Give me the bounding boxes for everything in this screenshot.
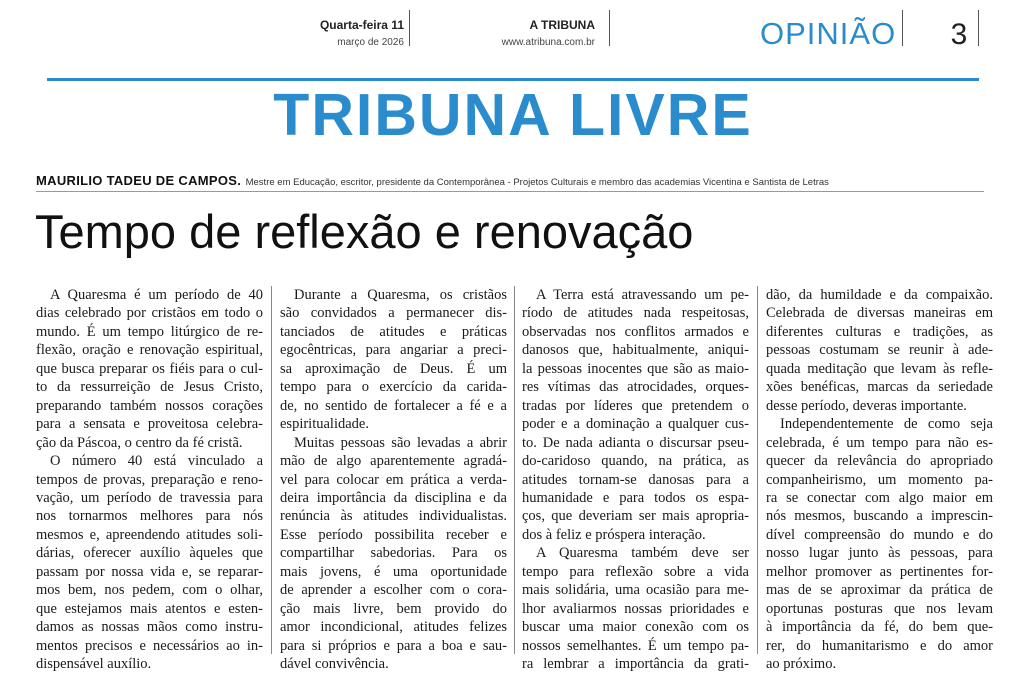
article-line: dão, da humildade e da compaixão. <box>766 287 993 303</box>
article-line: dível compreensão do mundo e do <box>766 526 993 543</box>
newspaper-url: www.atribuna.com.br <box>501 37 595 48</box>
article-line: dispensável auxílio. <box>36 656 152 673</box>
author-bio: Mestre em Educação, escritor, presidente da Contemporânea - Projetos Culturais e membro das academias Vicentina e Santista de Letras <box>245 177 829 188</box>
article-column-4 <box>766 286 993 674</box>
article-line: vel para colocar em prática a verda- <box>280 471 507 488</box>
article-line: damos as nossas mãos como instru- <box>36 619 263 636</box>
article-line: espiritualidade. <box>280 416 369 433</box>
article-line: mas de se aproximar da prática de <box>766 582 993 599</box>
article-line: mão de algo aparentemente agradá- <box>280 453 507 470</box>
article-line: mesmos e, apreendendo atitudes soli- <box>36 526 263 543</box>
article-column-2 <box>280 286 507 674</box>
article-line: são convidados a permanecer dis- <box>280 305 507 322</box>
article-line: do-caridoso quando, na prática, as <box>522 453 749 470</box>
article-line: to da ressurreição de Jesus Cristo, <box>36 379 263 396</box>
article-line: ao próximo. <box>766 656 837 673</box>
article-line: atitudes tornam-se danosas para a <box>522 471 749 488</box>
byline-rule <box>36 191 984 192</box>
column-divider <box>514 286 515 654</box>
byline <box>36 172 996 190</box>
article-line: tanciados de atitudes e práticas <box>280 323 507 340</box>
article-line: Esse período possibilita receber e <box>280 526 507 543</box>
article-line: companheirismo, um momento pa- <box>766 471 993 488</box>
article-line: dável convivência. <box>280 656 389 673</box>
article-line: poder e a dominação a qualquer cus- <box>522 416 749 433</box>
article-line: passam por nossa vida e, se reparar- <box>36 563 263 580</box>
article-line: pessoas costumam se reunir à ade- <box>766 342 993 359</box>
article-line: la pessoas inocentes que são as maio- <box>522 360 749 377</box>
article-line: que busca preparar os fiéis para o cul- <box>36 360 263 377</box>
article-line: ção da Páscoa, o centro da fé cristã. <box>36 434 243 451</box>
article-line: mentos precisos e necessários ao in- <box>36 637 263 654</box>
article-line: tempos de provas, preparação e reno- <box>36 471 263 488</box>
article-line: buscar uma maior conexão com os <box>522 619 749 636</box>
article-line: ra lembrar a importância da grati- <box>522 656 749 673</box>
newspaper-name: A TRIBUNA <box>529 18 595 32</box>
page-number: 3 <box>950 18 968 51</box>
article-line: vação, um período de travessia para <box>36 489 263 506</box>
article-line: dias celebrado por cristãos em todo o <box>36 305 263 322</box>
article-line: nós mesmos, buscando a imprescin- <box>766 508 993 525</box>
header-divider <box>609 10 610 46</box>
article-line: mos bem, nos pedem, com o olhar, <box>36 582 263 599</box>
article-line: mais solidária, uma ocasião para me- <box>522 582 749 599</box>
article-line: para a sensata e proveitosa celebra- <box>36 416 263 433</box>
article-line: sa aproximação de Deus. É um <box>280 360 507 377</box>
article-line: O número 40 está vinculado a <box>50 453 263 470</box>
article-line: para si próprios e para a boa e sau- <box>280 637 507 654</box>
article-line: A Terra está atravessando um pe- <box>536 287 749 303</box>
article-line: rer, do humanitarismo e do amor <box>766 637 993 654</box>
article-line: melhor promover as pertinentes for- <box>766 563 993 580</box>
article-line: de, no sentido de fortalecer a fé e a <box>280 397 507 414</box>
article-line: deira importância da disciplina e da <box>280 489 507 506</box>
article-line: nos tornarmos melhores para nós <box>36 508 263 525</box>
article-line: celebrada, é um tempo para não es- <box>766 434 993 451</box>
article-line: Independentemente de como seja <box>780 416 993 433</box>
article-line: dos à feliz e próspera interação. <box>522 526 706 543</box>
article-line: ços, que deveriam ser mais apropria- <box>522 508 749 525</box>
article-line: danosos que, habitualmente, aniqui- <box>522 342 749 359</box>
article-line: amor incondicional, atitudes felizes <box>280 619 507 636</box>
article-line: compartilhar sabedorias. Para os <box>280 545 507 562</box>
article-line: oportunas posturas que nos levam <box>766 600 993 617</box>
article-line: desse período, deveras importante. <box>766 397 967 414</box>
header-divider <box>409 10 410 46</box>
article-line: ção mais livre, bem provido do <box>280 600 507 617</box>
article-line: nossos semelhantes. É um tempo pa- <box>522 637 749 654</box>
article-line: Celebrada de diversas maneiras em <box>766 305 993 322</box>
article-line: mundo. É um tempo litúrgico de re- <box>36 323 263 340</box>
article-line: xões benéficas, marcas da seriedade <box>766 379 993 396</box>
article-line: egocêntricas, para angariar a preci- <box>280 342 507 359</box>
article-headline: Tempo de reflexão e renovação <box>35 205 694 258</box>
article-line: ríodo de atitudes nada respeitosas, <box>522 305 749 322</box>
article-line: que estejamos mais atentos e esten- <box>36 600 263 617</box>
article-line: mais jovens, é uma oportunidade <box>280 563 507 580</box>
article-line: res vítimas das atrocidades, orques- <box>522 379 749 396</box>
article-line: de aprender a escolher com o cora- <box>280 582 507 599</box>
article-line: Muitas pessoas são levadas a abrir <box>294 434 507 451</box>
article-line: à importância da fé, do bem que- <box>766 619 993 636</box>
section-title: OPINIÃO <box>760 16 897 51</box>
article-line: dárias, oferecer auxílio àqueles que <box>36 545 263 562</box>
header-divider <box>902 10 903 46</box>
article-line: lhor avaliarmos nossas prioridades e <box>522 600 749 617</box>
article-line: quada meditação que levam às refle- <box>766 360 993 377</box>
column-divider <box>757 286 758 654</box>
article-line: ra se conectar com algo maior em <box>766 489 993 506</box>
author-name: MAURILIO TADEU DE CAMPOS. <box>36 173 242 188</box>
article-column-1 <box>36 286 263 674</box>
article-line: humanidade e para todos os espa- <box>522 489 749 506</box>
article-column-3 <box>522 286 749 674</box>
article-line: A Quaresma também deve ser <box>536 545 749 562</box>
article-line: nosso lugar junto às pessoas, para <box>766 545 993 562</box>
article-line: flexão, oração e renovação espiritual, <box>36 342 263 359</box>
article-line: preparando também nossos corações <box>36 397 263 414</box>
article-line: diferentes culturas e tradições, as <box>766 323 993 340</box>
edition-month-year: março de 2026 <box>337 37 404 48</box>
article-line: to. De nada adianta o discursar pseu- <box>522 434 749 451</box>
newspaper-info <box>480 18 595 50</box>
edition-weekday: Quarta-feira 11 <box>319 18 404 32</box>
article-line: tradas por líderes que pretendem o <box>522 397 749 414</box>
header-divider <box>978 10 979 46</box>
article-line: tempo para reflexão sobre a vida <box>522 563 749 580</box>
article-line: tempo para o exercício da carida- <box>280 379 507 396</box>
article-line: observadas nos conflitos armados e <box>522 323 749 340</box>
edition-date <box>314 18 404 50</box>
column-divider <box>271 286 272 654</box>
article-line: renúncia às atitudes individualistas. <box>280 508 507 525</box>
article-line: quecer da relevância do apropriado <box>766 453 993 470</box>
column-masthead: TRIBUNA LIVRE <box>273 82 753 148</box>
article-line: Durante a Quaresma, os cristãos <box>294 287 507 303</box>
article-line: A Quaresma é um período de 40 <box>50 287 263 303</box>
